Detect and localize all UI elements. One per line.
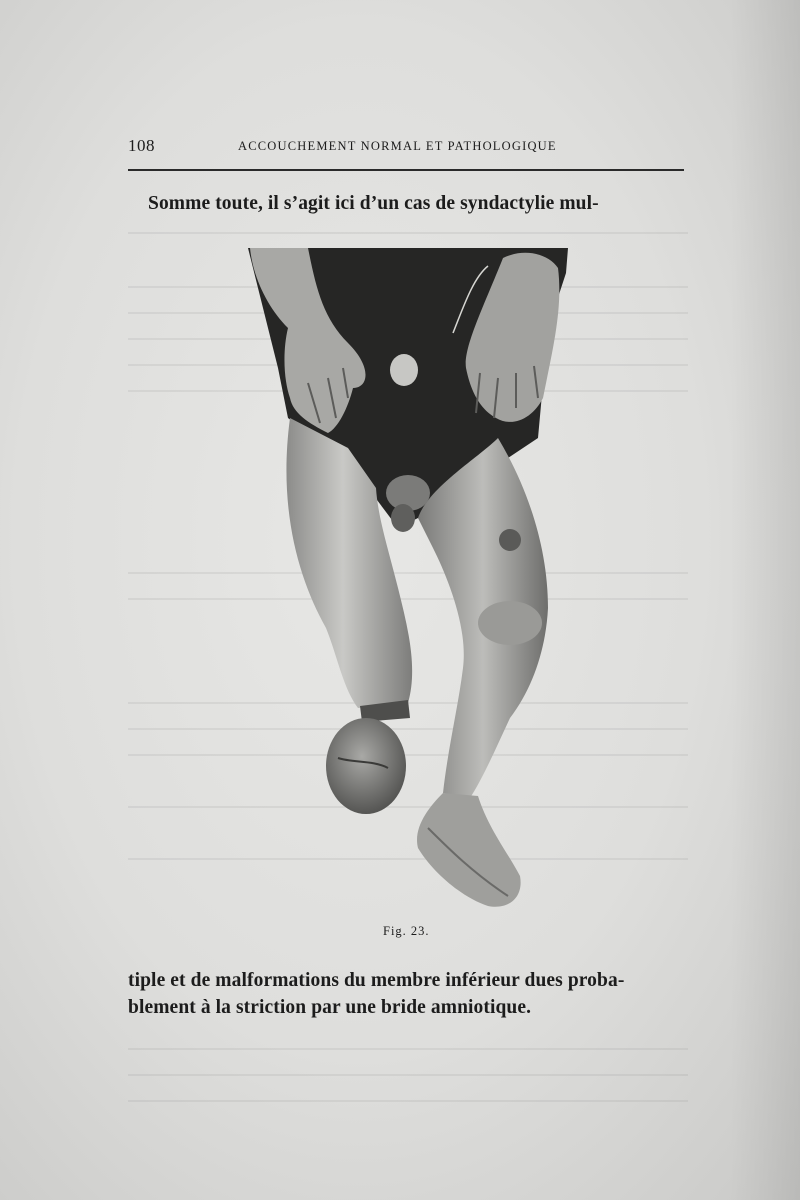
page-number: 108 [128,136,155,155]
running-header [128,136,684,158]
bleed-through-line [128,1074,688,1076]
bleed-through-line [128,232,688,234]
bleed-through-line [128,1100,688,1102]
bleed-through-line [128,1048,688,1050]
figure-photograph [248,248,568,918]
header-rule [128,169,684,171]
body-text-line: Somme toute, il s’agit ici d’un cas de syndactylie mul- [148,193,599,214]
figure-caption: Fig. 23. [383,924,430,938]
page-edge-shadow [730,0,800,1200]
body-text-line: tiple et de malformations du membre inférieur dues proba- [128,970,625,991]
running-title: ACCOUCHEMENT NORMAL ET PATHOLOGIQUE [238,139,557,153]
body-text-line: blement à la striction par une bride amniotique. [128,997,532,1018]
